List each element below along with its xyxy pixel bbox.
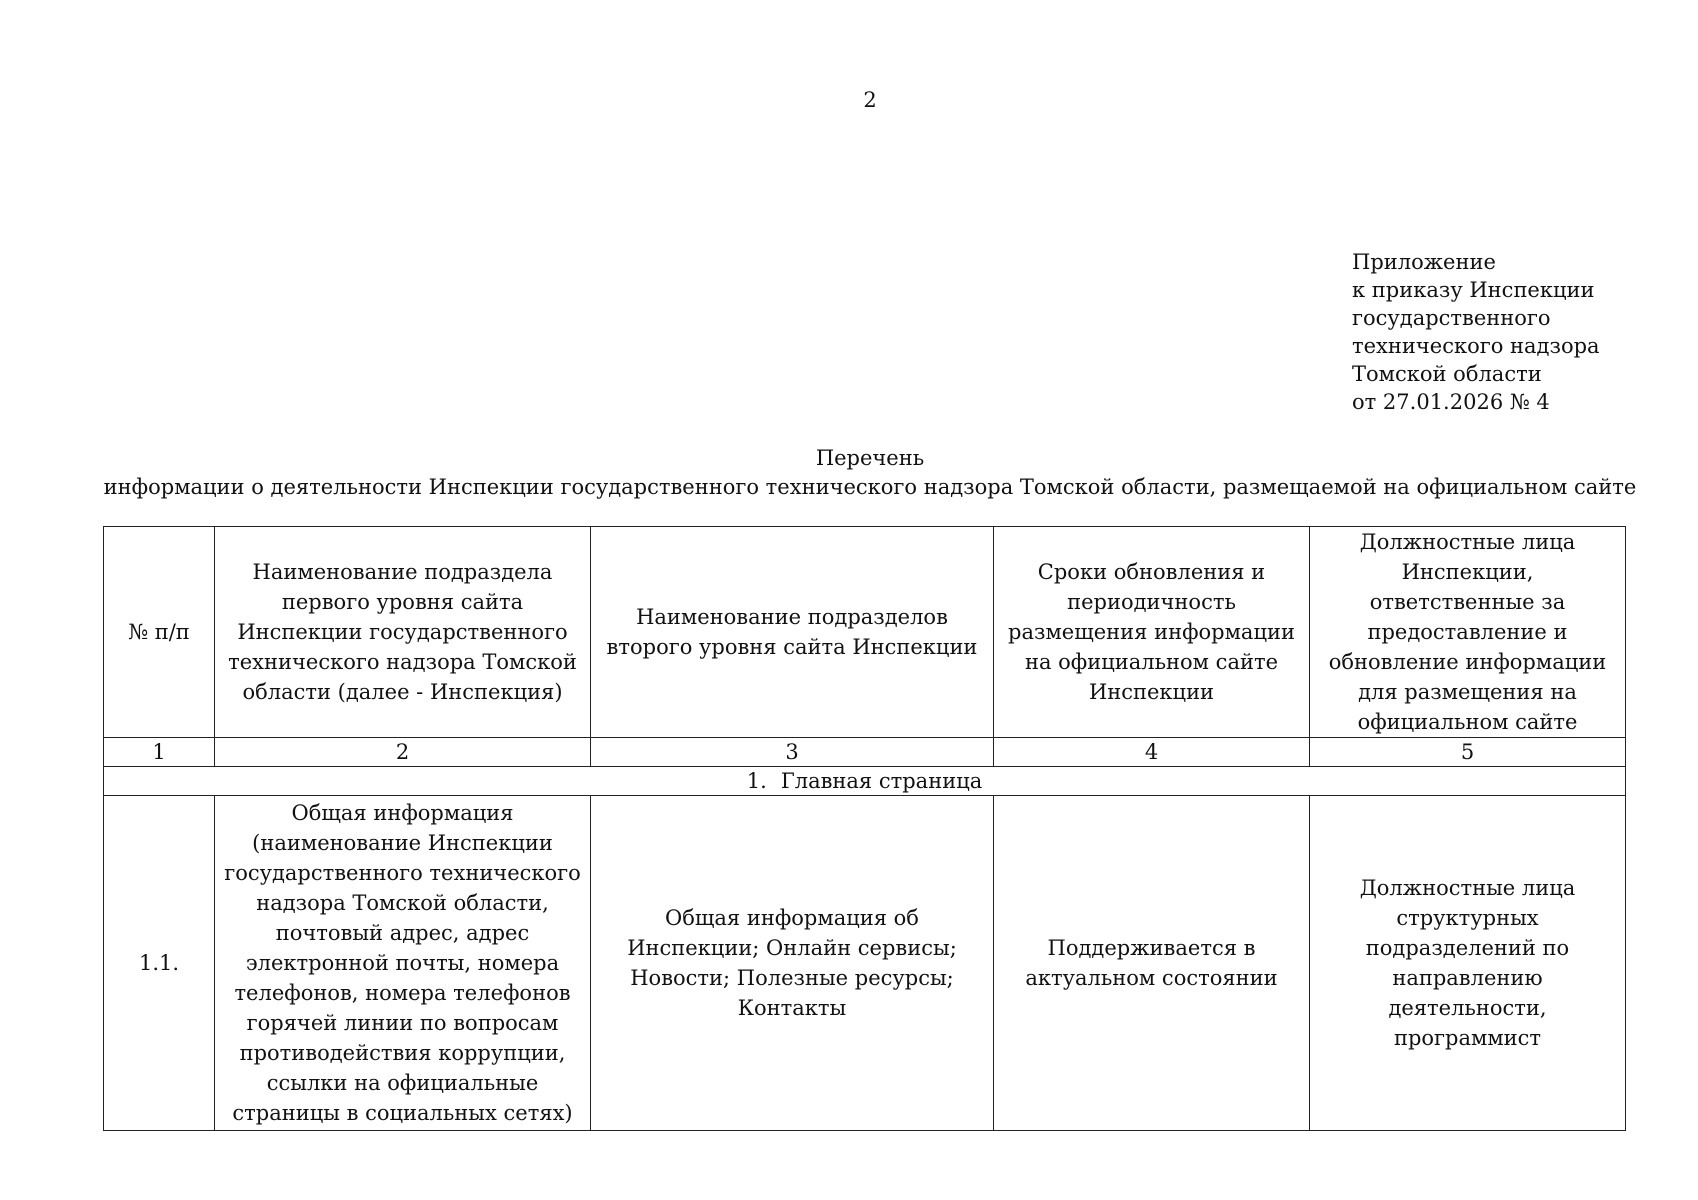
table-header-row bbox=[104, 527, 1626, 738]
page-number: 2 bbox=[863, 88, 877, 112]
column-number: 2 bbox=[215, 738, 591, 767]
document-title-line1: Перечень bbox=[815, 446, 925, 470]
appendix-line: Приложение bbox=[1352, 250, 1496, 274]
row-periodicity: Поддерживается в актуальном состоянии bbox=[994, 796, 1310, 1131]
row-subsections: Общая информация об Инспекции; Онлайн сервисы; Новости; Полезные ресурсы; Контакты bbox=[591, 796, 994, 1131]
row-number: 1.1. bbox=[104, 796, 215, 1131]
header-cell-responsible: Должностные лица Инспекции, ответственные за предоставление и обновление информации для размещения на официальном сайте bbox=[1310, 527, 1626, 738]
column-number-row bbox=[104, 738, 1626, 767]
section-heading bbox=[104, 767, 1626, 796]
info-table bbox=[103, 526, 1626, 1131]
appendix-line: от 27.01.2026 № 4 bbox=[1352, 390, 1550, 414]
header-cell-periodicity: Сроки обновления и периодичность размещения информации на официальном сайте Инспекции bbox=[994, 527, 1310, 738]
appendix-line: Томской области bbox=[1352, 362, 1542, 386]
header-cell-number: № п/п bbox=[104, 527, 215, 738]
header-cell-first-level: Наименование подраздела первого уровня сайта Инспекции государственного технического надзора Томской области (далее - Инспекция) bbox=[215, 527, 591, 738]
table-row bbox=[104, 796, 1626, 1131]
document-title bbox=[0, 444, 1698, 502]
column-number: 3 bbox=[591, 738, 994, 767]
header-cell-second-level: Наименование подразделов второго уровня сайта Инспекции bbox=[591, 527, 994, 738]
row-responsible: Должностные лица структурных подразделений по направлению деятельности, программист bbox=[1310, 796, 1626, 1131]
document-title-line2: информации о деятельности Инспекции государственного технического надзора Томской области, размещаемой на официальном сайте bbox=[103, 475, 1637, 499]
row-first-level-name: Общая информация (наименование Инспекции государственного технического надзора Томской области, почтовый адрес, адрес электронной почты, номера телефонов, номера телефонов горячей линии по вопросам противодействия коррупции, ссылки на официальные страницы в социальных сетях) bbox=[215, 796, 591, 1131]
appendix-line: технического надзора bbox=[1352, 334, 1600, 358]
appendix-line: государственного bbox=[1352, 306, 1551, 330]
appendix-line: к приказу Инспекции bbox=[1352, 278, 1595, 302]
column-number: 4 bbox=[994, 738, 1310, 767]
column-number: 5 bbox=[1310, 738, 1626, 767]
section-row bbox=[104, 767, 1626, 796]
appendix-block bbox=[1352, 248, 1600, 416]
section-title: Главная страница bbox=[780, 769, 983, 793]
column-number: 1 bbox=[104, 738, 215, 767]
section-number: 1. bbox=[746, 769, 767, 793]
